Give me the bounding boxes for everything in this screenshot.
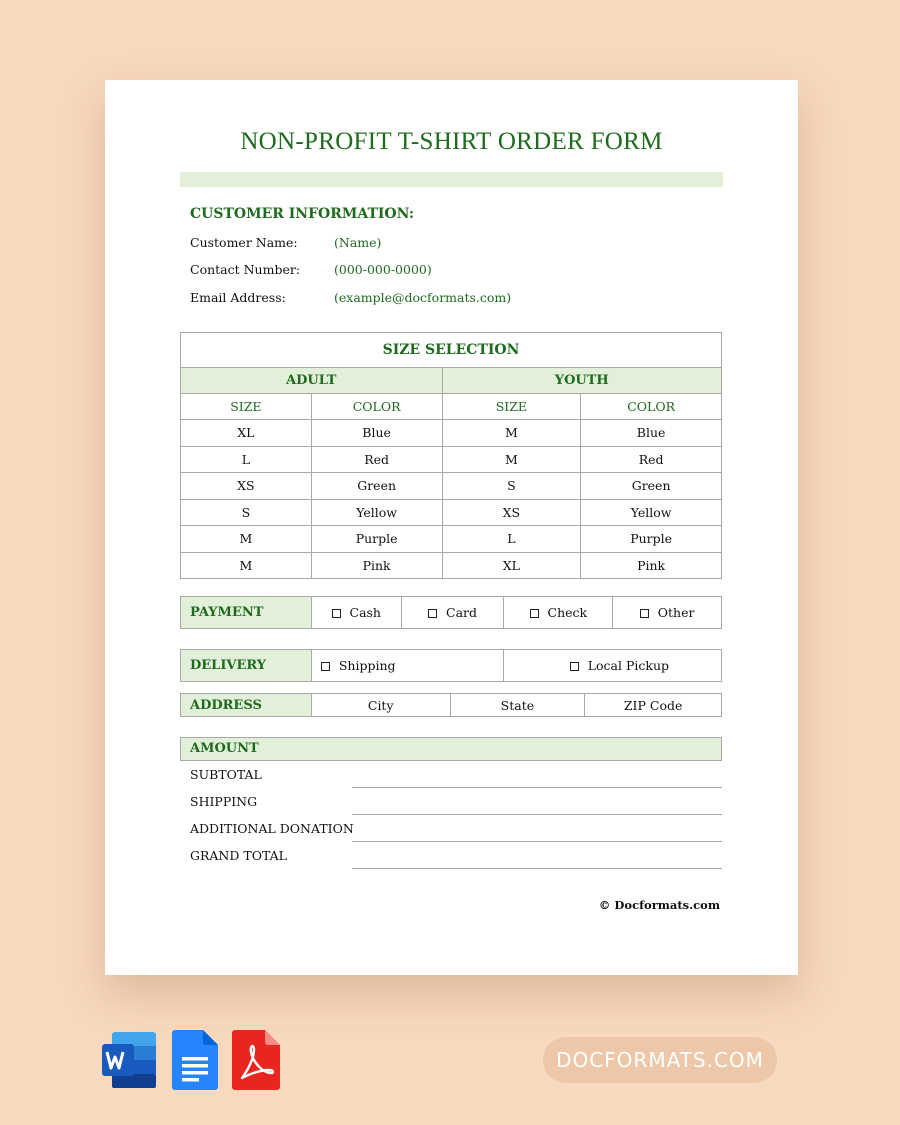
- email-address-row: [190, 290, 511, 305]
- adult-color-cell[interactable]: Yellow: [311, 499, 442, 526]
- youth-group-header: YOUTH: [442, 368, 721, 394]
- youth-size-cell[interactable]: S: [442, 473, 581, 500]
- adult-size-cell[interactable]: XS: [181, 473, 312, 500]
- amount-heading: AMOUNT: [180, 737, 722, 761]
- youth-color-cell[interactable]: Green: [581, 473, 722, 500]
- delivery-option-label: Shipping: [338, 658, 396, 673]
- adult-color-cell[interactable]: Green: [311, 473, 442, 500]
- adult-color-cell[interactable]: Blue: [311, 420, 442, 447]
- google-docs-icon[interactable]: [172, 1030, 218, 1090]
- adult-color-cell[interactable]: Red: [311, 446, 442, 473]
- youth-size-column-header: SIZE: [442, 394, 581, 420]
- table-row: [181, 473, 722, 500]
- delivery-label: DELIVERY: [181, 650, 312, 682]
- payment-option-label: Other: [657, 605, 695, 620]
- payment-option-label: Card: [446, 605, 478, 620]
- checkbox-icon[interactable]: [321, 662, 330, 671]
- grand-total-line[interactable]: [352, 868, 722, 869]
- payment-option-other[interactable]: [613, 597, 722, 629]
- document-page: [105, 80, 798, 975]
- address-city-field[interactable]: City: [311, 694, 450, 717]
- shipping-label: SHIPPING: [190, 794, 258, 809]
- form-title: NON-PROFIT T-SHIRT ORDER FORM: [240, 128, 663, 155]
- size-selection-heading: SIZE SELECTION: [181, 333, 722, 368]
- checkbox-icon[interactable]: [428, 609, 437, 618]
- youth-color-cell[interactable]: Purple: [581, 526, 722, 553]
- address-state-field[interactable]: State: [450, 694, 585, 717]
- youth-color-cell[interactable]: Red: [581, 446, 722, 473]
- delivery-option-local-pickup[interactable]: [504, 650, 722, 682]
- youth-size-cell[interactable]: XS: [442, 499, 581, 526]
- checkbox-icon[interactable]: [530, 609, 539, 618]
- delivery-option-shipping[interactable]: [311, 650, 504, 682]
- customer-name-row: [190, 235, 381, 250]
- youth-size-cell[interactable]: M: [442, 420, 581, 447]
- youth-color-cell[interactable]: Yellow: [581, 499, 722, 526]
- address-zip-field[interactable]: ZIP Code: [585, 694, 722, 717]
- subtotal-label: SUBTOTAL: [190, 767, 262, 782]
- shipping-line[interactable]: [352, 814, 722, 815]
- table-row: [181, 499, 722, 526]
- size-selection-table: [180, 332, 722, 579]
- word-icon[interactable]: [100, 1030, 158, 1090]
- adult-size-cell[interactable]: L: [181, 446, 312, 473]
- pdf-icon[interactable]: [232, 1030, 280, 1090]
- additional-donation-label: ADDITIONAL DONATION: [190, 821, 354, 836]
- adult-size-cell[interactable]: M: [181, 552, 312, 579]
- adult-color-cell[interactable]: Pink: [311, 552, 442, 579]
- table-row: [181, 526, 722, 553]
- payment-option-cash[interactable]: [311, 597, 401, 629]
- address-label: ADDRESS: [181, 694, 312, 717]
- adult-color-cell[interactable]: Purple: [311, 526, 442, 553]
- youth-size-cell[interactable]: XL: [442, 552, 581, 579]
- payment-table: [180, 596, 722, 629]
- title-underline-bar: [180, 172, 723, 187]
- contact-number-row: [190, 262, 432, 277]
- contact-number-label: Contact Number:: [190, 262, 301, 277]
- docformats-brand-badge[interactable]: DOCFORMATS.COM: [540, 1034, 780, 1086]
- table-row: [181, 420, 722, 447]
- payment-option-card[interactable]: [401, 597, 504, 629]
- customer-name-label: Customer Name:: [190, 235, 298, 250]
- email-address-label: Email Address:: [190, 290, 286, 305]
- payment-option-label: Cash: [349, 605, 381, 620]
- adult-size-column-header: SIZE: [181, 394, 312, 420]
- youth-color-cell[interactable]: Blue: [581, 420, 722, 447]
- adult-size-cell[interactable]: M: [181, 526, 312, 553]
- customer-info-heading: CUSTOMER INFORMATION:: [190, 206, 415, 222]
- checkbox-icon[interactable]: [332, 609, 341, 618]
- payment-option-check[interactable]: [504, 597, 613, 629]
- grand-total-label: GRAND TOTAL: [190, 848, 287, 863]
- contact-number-value[interactable]: (000-000-0000): [334, 262, 432, 277]
- additional-donation-line[interactable]: [352, 841, 722, 842]
- payment-option-label: Check: [547, 605, 588, 620]
- table-row: [181, 552, 722, 579]
- youth-color-column-header: COLOR: [581, 394, 722, 420]
- adult-size-cell[interactable]: S: [181, 499, 312, 526]
- delivery-table: [180, 649, 722, 682]
- delivery-option-label: Local Pickup: [587, 658, 669, 673]
- table-row: [181, 446, 722, 473]
- youth-size-cell[interactable]: L: [442, 526, 581, 553]
- subtotal-line[interactable]: [352, 787, 722, 788]
- size-rows: [181, 420, 722, 579]
- adult-color-column-header: COLOR: [311, 394, 442, 420]
- address-table: [180, 693, 722, 717]
- youth-color-cell[interactable]: Pink: [581, 552, 722, 579]
- checkbox-icon[interactable]: [570, 662, 579, 671]
- youth-size-cell[interactable]: M: [442, 446, 581, 473]
- customer-name-value[interactable]: (Name): [334, 235, 382, 250]
- adult-size-cell[interactable]: XL: [181, 420, 312, 447]
- copyright-text: © Docformats.com: [598, 898, 720, 912]
- payment-label: PAYMENT: [181, 597, 312, 629]
- checkbox-icon[interactable]: [640, 609, 649, 618]
- email-address-value[interactable]: (example@docformats.com): [334, 290, 512, 305]
- adult-group-header: ADULT: [181, 368, 443, 394]
